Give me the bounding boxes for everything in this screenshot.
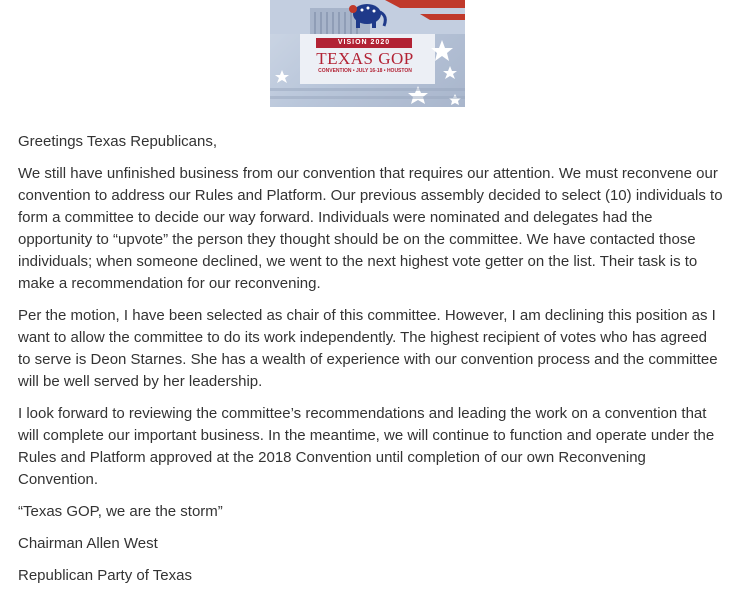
signature-name: Chairman Allen West [18, 535, 158, 552]
banner-org-title: TEXAS GOP [316, 49, 414, 68]
letter-paragraph-1: We still have unfinished business from our convention that requires our attention. We must reconvene our convention to address our Rules and Platform. Our previous assembly decided to select (10) individuals to form a committee to decide our way forward. Individuals were nominated and delegates had the opportunity to “upvote” the person they thought should be on the committee. We have contacted those individuals; when someone declined, we went to the next highest vote getter on the list. Their task is to make a recommendation for our reconvening. [18, 165, 723, 292]
letter-greeting: Greetings Texas Republicans, [18, 133, 217, 150]
banner-vision-label: VISION 2020 [316, 38, 412, 48]
banner-convention-details: CONVENTION • JULY 16-18 • HOUSTON [318, 68, 412, 74]
letter-quote: “Texas GOP, we are the storm” [18, 503, 223, 520]
signature-organization: Republican Party of Texas [18, 567, 192, 584]
banner-red-accent [349, 5, 357, 13]
banner-lower-stripes [270, 88, 465, 99]
letter-body [18, 131, 723, 597]
letter-paragraph-2: Per the motion, I have been selected as chair of this committee. However, I am declining this position as I want to allow the committee to do its work independently. The highest recipient of votes who has agreed to serve is Deon Starnes. She has a wealth of experience with our convention process and the committee will be well served by her leadership. [18, 307, 718, 390]
convention-banner-image [270, 0, 465, 107]
letter-paragraph-3: I look forward to reviewing the committee’s recommendations and leading the work on a convention that will complete our important business. In the meantime, we will continue to function and operate under the Rules and Platform approved at the 2018 Convention until completion of our own Reconvening Convention. [18, 405, 715, 488]
